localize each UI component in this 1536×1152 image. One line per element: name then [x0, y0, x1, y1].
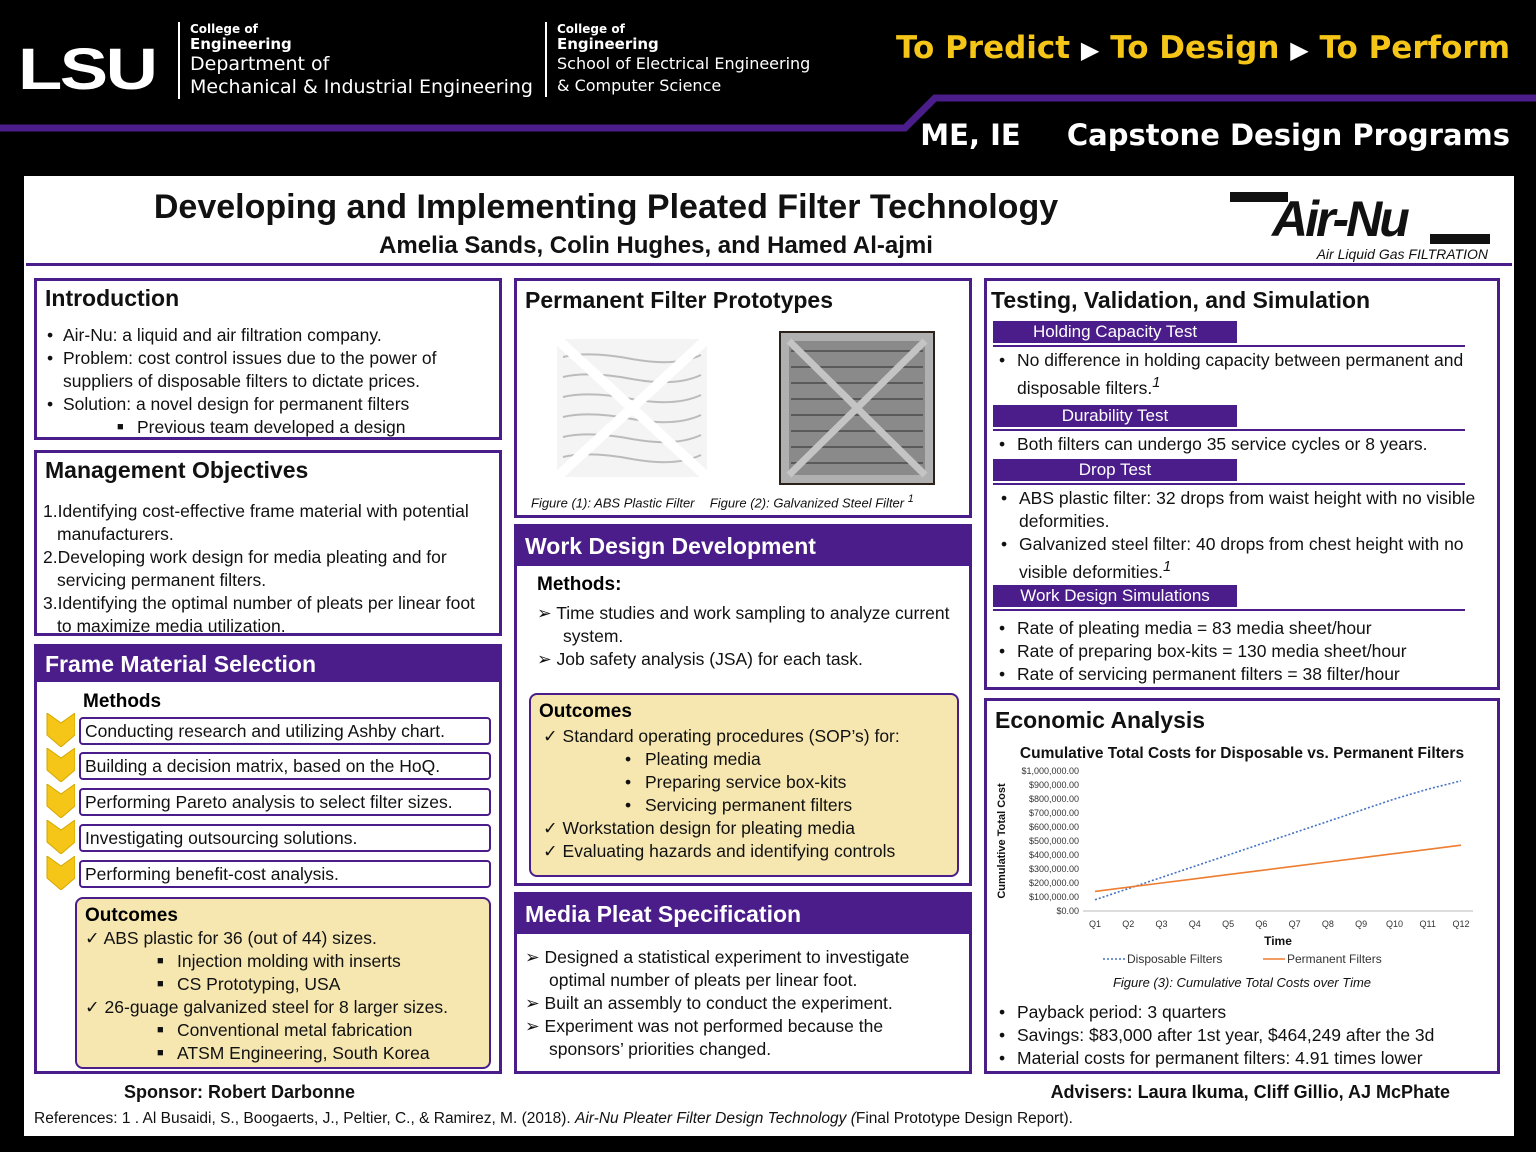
- ee-department: College of Engineering School of Electrical Engineering & Computer Science: [545, 22, 810, 97]
- management-heading: Management Objectives: [45, 457, 309, 483]
- y-tick-label: $900,000.00: [1028, 780, 1079, 790]
- economic-heading: Economic Analysis: [995, 707, 1206, 733]
- arrow-icon: ▶: [1080, 36, 1100, 64]
- x-tick-label: Q10: [1385, 919, 1403, 929]
- method-item: Investigating outsourcing solutions.: [79, 824, 491, 852]
- introduction-heading: Introduction: [45, 285, 180, 311]
- y-tick-label: $400,000.00: [1028, 850, 1079, 860]
- method-item: Performing benefit-cost analysis.: [79, 860, 491, 888]
- prototypes-heading: Permanent Filter Prototypes: [525, 287, 834, 313]
- chevron-down-icon: [45, 748, 75, 782]
- drop-test-label: Drop Test: [993, 459, 1237, 481]
- x-tick-label: Q1: [1088, 919, 1102, 929]
- prototypes-panel: Permanent Filter Prototypes Figure (1): ABS Plastic Filter Figure (2): Galvanized Steel Filter $^1$: [514, 278, 972, 518]
- check-icon: ✓: [85, 997, 105, 1017]
- x-tick-label: Q2: [1122, 919, 1135, 929]
- lsu-logo: LSU: [18, 37, 156, 102]
- tagline: To Predict ▶ To Design ▶ To Perform: [895, 30, 1510, 66]
- arrow-bullet-icon: ➢: [525, 993, 545, 1013]
- y-tick-label: $0.00: [1056, 906, 1079, 916]
- x-tick-label: Q3: [1155, 919, 1168, 929]
- list-item: • Solution: a novel design for permanent filters: [39, 393, 493, 416]
- arrow-bullet-icon: ➢: [525, 1016, 545, 1036]
- check-icon: ✓: [85, 928, 104, 948]
- list-item: 1.Identifying cost-effective frame material with potential manufacturers.: [43, 501, 469, 544]
- check-icon: ✓: [543, 818, 563, 838]
- list-item: • Problem: cost control issues due to the power of suppliers of disposable filters to dictate prices.: [39, 347, 493, 393]
- work-outcomes-box: Outcomes ✓ Standard operating procedures (SOP’s) for: • Pleating media • Preparing service box-kits • Servicing permanent filters ✓ Workstation design for pleating media ✓ Evaluating hazards and identifying controls: [529, 693, 959, 877]
- advisers: Advisers: Laura Ikuma, Cliff Gillio, AJ McPhate: [1050, 1082, 1450, 1102]
- y-tick-label: $200,000.00: [1028, 878, 1079, 888]
- method-item: Building a decision matrix, based on the HoQ.: [79, 752, 491, 780]
- title-box: [26, 178, 1512, 266]
- holding-capacity-label: Holding Capacity Test: [993, 321, 1237, 343]
- x-tick-label: Q5: [1222, 919, 1235, 929]
- list-item: • Air-Nu: a liquid and air filtration company.: [39, 324, 493, 347]
- y-tick-label: $100,000.00: [1028, 892, 1079, 902]
- x-tick-label: Q8: [1321, 919, 1334, 929]
- series-line-disposable: [1095, 781, 1461, 900]
- abs-filter-image: [549, 331, 715, 485]
- check-icon: ✓: [543, 841, 563, 861]
- simulation-label: Work Design Simulations: [993, 585, 1237, 607]
- airnu-logo: Air-Nu Air Liquid Gas FILTRATION: [1230, 188, 1490, 266]
- x-tick-label: Q12: [1452, 919, 1470, 929]
- series-line-permanent: [1095, 845, 1461, 891]
- legend-label: Permanent Filters: [1287, 952, 1382, 966]
- arrow-bullet-icon: ➢: [525, 947, 545, 967]
- y-tick-label: $1,000,000.00: [1021, 766, 1079, 776]
- header: [0, 0, 1536, 170]
- poster-authors: Amelia Sands, Colin Hughes, and Hamed Al-ajmi: [379, 232, 933, 259]
- y-tick-label: $600,000.00: [1028, 822, 1079, 832]
- x-tick-label: Q6: [1255, 919, 1268, 929]
- arrow-bullet-icon: ➢: [537, 649, 557, 669]
- work-design-panel: Work Design Development Methods: ➢ Time studies and work sampling to analyze current system. ➢ Job safety analysis (JSA) for each task. Outcomes ✓ Standard operating procedures (SOP’s) for: • Pleating media • Preparing service box-kits • Servicing permanent filters ✓ Workstation design for pleating media ✓ Evaluating hazards and identifying controls: [514, 524, 972, 886]
- chevron-down-icon: [45, 856, 75, 890]
- testing-panel: Testing, Validation, and Simulation Holding Capacity Test • No difference in holding capacity between permanent and disposable filters.$^1$ Durability Test • Both filters can undergo 35 service cycles or 8 years. Drop Test • ABS plastic filter: 32 drops from waist height with no visible deformities. • Galvanized steel filter: 40 drops from chest height with no visible deformities.$^1$ Work Design Simulations • Rate of pleating media = 83 media sheet/hour • Rate of preparing box-kits = 130 media sheet/hour • Rate of servicing permanent filters = 38 filter/hour: [984, 278, 1500, 690]
- arrow-bullet-icon: ➢: [537, 603, 557, 623]
- x-tick-label: Q9: [1355, 919, 1368, 929]
- work-design-heading: Work Design Development: [517, 527, 969, 566]
- durability-label: Durability Test: [993, 405, 1237, 427]
- list-item: ■ Previous team developed a design: [37, 416, 499, 439]
- arrow-icon: ▶: [1290, 36, 1309, 64]
- sponsor: Sponsor: Robert Darbonne: [124, 1082, 356, 1102]
- references: References: 1 . Al Busaidi, S., Boogaerts, J., Peltier, C., & Ramirez, M. (2018). Air-Nu Pleater Filter Design Technology (Final Prototype Design Report).: [34, 1110, 1073, 1127]
- y-tick-label: $300,000.00: [1028, 864, 1079, 874]
- y-tick-label: $800,000.00: [1028, 794, 1079, 804]
- me-department: College of Engineering Department of Mechanical & Industrial Engineering: [178, 22, 533, 99]
- method-item: Performing Pareto analysis to select filter sizes.: [79, 788, 491, 816]
- chevron-down-icon: [45, 820, 75, 854]
- chart-title: Cumulative Total Costs for Disposable vs. Permanent Filters: [1019, 745, 1465, 762]
- poster: [24, 176, 1514, 1136]
- chevron-down-icon: [45, 713, 75, 747]
- media-pleat-heading: Media Pleat Specification: [517, 895, 969, 934]
- chevron-down-icon: [45, 784, 75, 818]
- frame-outcomes-box: Outcomes ✓ ABS plastic for 36 (out of 44) sizes. ■ Injection molding with inserts ■ CS Prototyping, USA ✓ 26-guage galvanized steel for 8 larger sizes. ■ Conventional metal fabrication ■ ATSM Engineering, South Korea: [75, 897, 491, 1069]
- check-icon: ✓: [543, 726, 563, 746]
- figure2-caption: Figure (2): Galvanized Steel Filter: [709, 495, 905, 511]
- x-axis-label: Time: [1264, 934, 1292, 948]
- methods-label: Methods: [83, 691, 162, 712]
- x-tick-label: Q4: [1188, 919, 1201, 929]
- cost-chart: [993, 765, 1493, 973]
- y-tick-label: $700,000.00: [1028, 808, 1079, 818]
- figure1-caption: Figure (1): ABS Plastic Filter: [531, 495, 695, 511]
- introduction-panel: [34, 278, 502, 440]
- testing-heading: Testing, Validation, and Simulation: [991, 287, 1371, 313]
- capstone-title: ME, IE Capstone Design Programs: [920, 118, 1510, 152]
- list-item: 2.Developing work design for media pleating and for servicing permanent filters.: [43, 547, 447, 590]
- management-panel: [34, 450, 502, 636]
- list-item: 3.Identifying the optimal number of pleats per linear foot to maximize media utilization.: [43, 593, 475, 636]
- frame-heading: Frame Material Selection: [37, 647, 499, 682]
- legend-label: Disposable Filters: [1127, 952, 1223, 966]
- steel-filter-image: [779, 331, 935, 485]
- y-axis-label: Cumulative Total Cost: [996, 783, 1008, 899]
- x-tick-label: Q11: [1419, 919, 1436, 929]
- economic-panel: Economic Analysis Cumulative Total Costs for Disposable vs. Permanent Filters $0.00 $100,000.00 $200,000.00 $300,000.00 $400,000.00 $500,000.00 $600,000.00 $700,000.00 $800,000.00 $900,000.00 $1,000,000.00 Q1 Q2 Q3 Q4 Q5 Q6 Q7 Q8 Q9 Q10 Q11 Q12 Time Cumulative Total Cost Disposable Filters Permanent Filters Figure (3): Cumulative Total Costs over Time • Payback period: 3 quarters • Savings: $83,000 after 1st year, $464,249 after the 3d • Material costs for permanent filters: 4.91 times lower: [984, 698, 1500, 1074]
- x-tick-label: Q7: [1288, 919, 1301, 929]
- figure3-caption: Figure (3): Cumulative Total Costs over Time: [1112, 975, 1372, 990]
- frame-material-panel: [34, 644, 502, 1074]
- media-pleat-panel: Media Pleat Specification ➢ Designed a statistical experiment to investigate optimal number of pleats per linear foot. ➢ Built an assembly to conduct the experiment. ➢ Experiment was not performed because the sponsors’ priorities changed.: [514, 892, 972, 1074]
- method-item: Conducting research and utilizing Ashby chart.: [79, 717, 491, 745]
- y-tick-label: $500,000.00: [1028, 836, 1079, 846]
- poster-title: Developing and Implementing Pleated Filter Technology: [153, 188, 1059, 226]
